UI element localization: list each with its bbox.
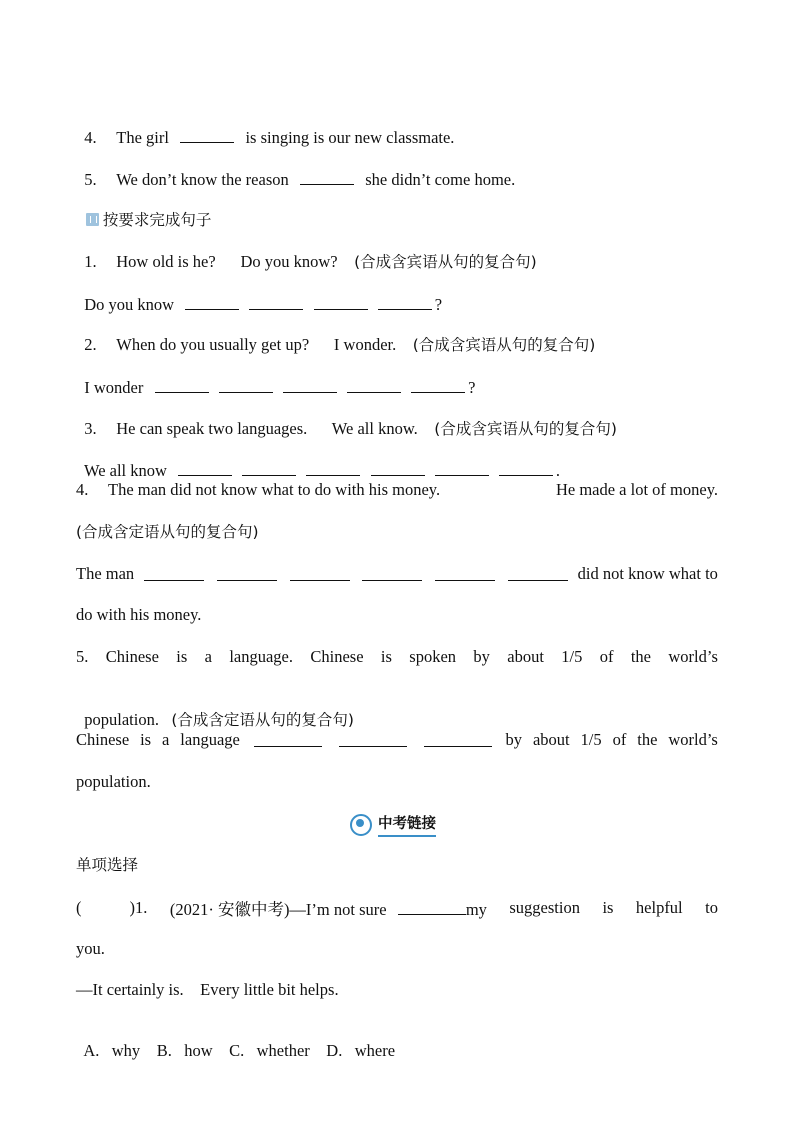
answer-blank[interactable]: [371, 459, 425, 476]
section-marker-icon: [86, 213, 99, 226]
mcq-q1-cont: you.: [76, 939, 105, 958]
answer-blank[interactable]: [435, 564, 495, 581]
answer-blank[interactable]: [178, 459, 232, 476]
mcq-options: [76, 1021, 395, 1061]
rewrite-a5: Chinese is a language by about 1/5 of the world’s: [76, 730, 718, 749]
exam-link-header: 中考链接: [350, 812, 436, 837]
mcq-reply: —It certainly is. Every little bit helps.: [76, 980, 339, 999]
answer-blank[interactable]: [508, 564, 568, 581]
rewrite-a4: The man did not know what to: [76, 564, 718, 583]
rewrite-a3: We all know .: [83, 461, 560, 480]
answer-blank[interactable]: [254, 730, 322, 747]
answer-blank[interactable]: [314, 293, 368, 310]
mcq-q1: ( )1. (2021· 安徽中考)—I’m not sure my suggestion is helpful to: [76, 898, 718, 919]
section-title: 按要求完成句子: [76, 190, 211, 230]
rewrite-a5-cont: population.: [76, 772, 151, 791]
option-d[interactable]: D. where: [326, 1041, 396, 1060]
answer-blank[interactable]: [306, 459, 360, 476]
answer-blank[interactable]: [219, 376, 273, 393]
answer-blank[interactable]: [362, 564, 422, 581]
answer-blank[interactable]: [290, 564, 350, 581]
answer-blank[interactable]: [300, 168, 354, 185]
rewrite-q2: 2. When do you usually get up? I wonder. (合成含宾语从句的复合句): [84, 335, 596, 354]
answer-blank[interactable]: [398, 898, 466, 915]
rewrite-q5: 5. Chinese is a language. Chinese is spoken by about 1/5 of the world’s: [76, 647, 718, 666]
rewrite-q3: 3. He can speak two languages. We all know. (合成含宾语从句的复合句): [84, 419, 617, 438]
answer-blank[interactable]: [217, 564, 277, 581]
answer-blank[interactable]: [144, 564, 204, 581]
answer-blank[interactable]: [424, 730, 492, 747]
question-4-top: 4. The girl is singing is our new classmate.: [84, 128, 455, 147]
answer-blank[interactable]: [249, 293, 303, 310]
rewrite-a4-cont: do with his money.: [76, 605, 202, 624]
option-a[interactable]: A. why: [83, 1041, 141, 1060]
rewrite-a1: Do you know ?: [84, 295, 443, 314]
answer-blank[interactable]: [339, 730, 407, 747]
answer-blank[interactable]: [155, 376, 209, 393]
answer-blank[interactable]: [180, 126, 234, 143]
answer-blank[interactable]: [242, 459, 296, 476]
answer-blank[interactable]: [378, 293, 432, 310]
question-5-top: 5. We don’t know the reason she didn’t come home.: [84, 170, 516, 189]
answer-blank[interactable]: [411, 376, 465, 393]
answer-blank[interactable]: [283, 376, 337, 393]
rewrite-a2: I wonder ?: [84, 378, 476, 397]
mcq-heading: 单项选择: [76, 856, 139, 874]
rewrite-q4: 4. The man did not know what to do with his money. He made a lot of money.: [76, 480, 718, 499]
answer-blank[interactable]: [185, 293, 239, 310]
rewrite-q4-hint: (合成含定语从句的复合句): [76, 523, 259, 541]
exam-link-icon: [350, 814, 372, 836]
rewrite-q1: 1. How old is he? Do you know? (合成含宾语从句的复合句): [84, 252, 537, 271]
answer-blank[interactable]: [347, 376, 401, 393]
option-b[interactable]: B. how: [156, 1041, 213, 1060]
answer-blank[interactable]: [435, 459, 489, 476]
answer-blank[interactable]: [499, 459, 553, 476]
option-c[interactable]: C. whether: [229, 1041, 310, 1060]
rewrite-q5-cont: population. (合成含定语从句的复合句): [84, 710, 354, 729]
